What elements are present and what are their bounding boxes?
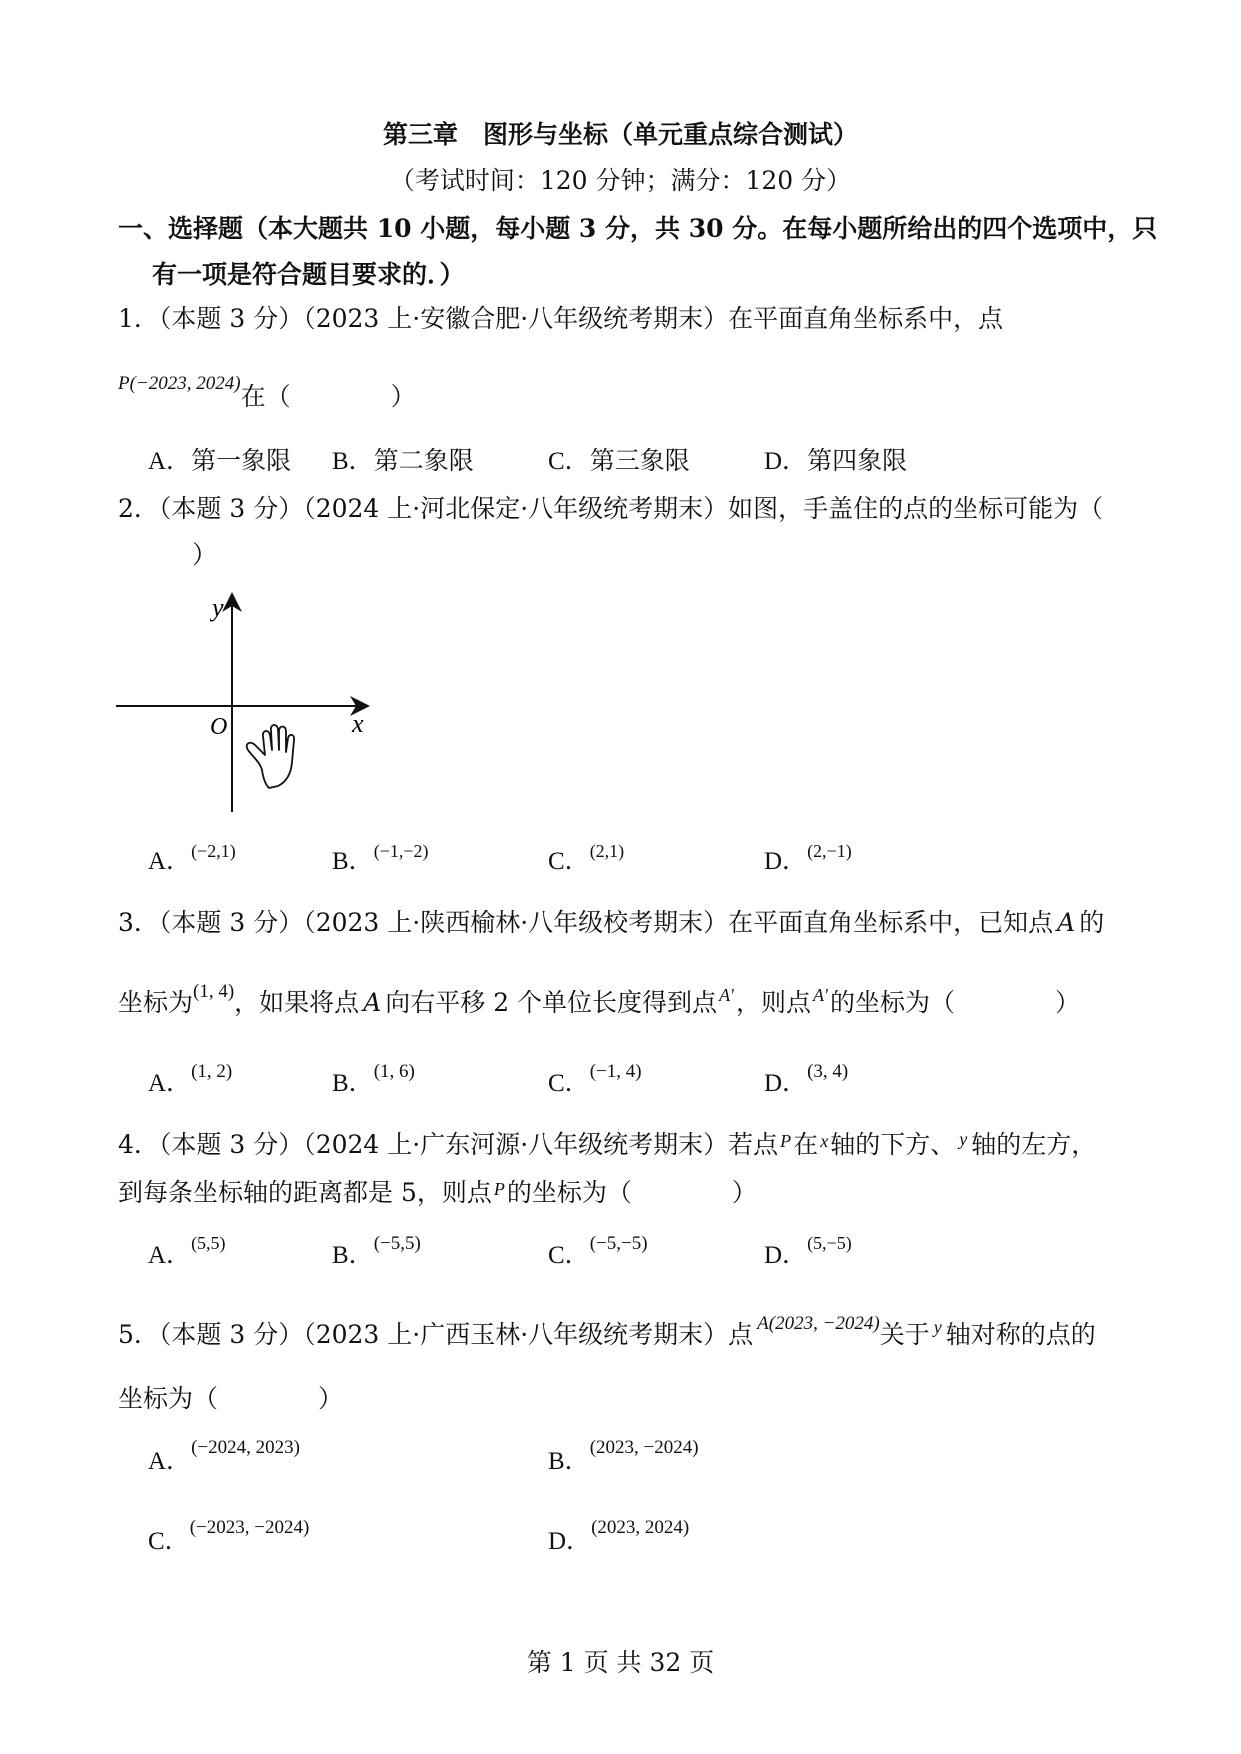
option-letter: D． — [764, 848, 808, 875]
option-letter: C． — [548, 1070, 590, 1097]
option-a[interactable] — [148, 1233, 226, 1272]
question-text: 坐标为（ — [118, 1384, 219, 1413]
option-letter: D． — [764, 1242, 808, 1269]
question-text: ） — [390, 382, 416, 411]
option-math: (−2024, 2023) — [191, 1437, 300, 1458]
question-text: 轴的下方、 — [830, 1130, 956, 1159]
option-letter: B． — [332, 1242, 374, 1269]
math-expression: (1, 4) — [193, 981, 235, 1002]
question-2-stem — [118, 494, 1103, 524]
question-4-stem-line2 — [118, 1178, 757, 1210]
section-heading: 一、选择题（本大题共 10 小题，每小题 3 分，共 30 分。在每小题所给出的四个选项中，只 — [118, 214, 1158, 243]
option-math: (1, 2) — [191, 1061, 233, 1082]
question-text: 关于 — [879, 1320, 930, 1349]
option-letter: D． — [764, 448, 808, 475]
page-title: 第三章 图形与坐标（单元重点综合测试） — [382, 120, 858, 149]
question-text: ） — [318, 1384, 344, 1413]
question-text: （本题 3 分）（2023 上·陕西榆林·八年级校考期末）在平面直角坐标系中，已知点 — [158, 908, 1054, 937]
option-math: (2023, 2024) — [591, 1517, 690, 1538]
option-math: (2,−1) — [807, 841, 852, 861]
option-b[interactable] — [332, 1233, 421, 1273]
option-letter: B． — [332, 448, 374, 475]
question-text: 向右平移 2 个单位长度得到点 — [385, 988, 718, 1017]
question-text: ） — [1054, 988, 1080, 1017]
option-letter: A． — [148, 1242, 192, 1269]
math-variable: A — [1057, 908, 1076, 937]
option-d[interactable] — [764, 841, 852, 878]
option-a[interactable] — [148, 1061, 233, 1101]
question-text: 的坐标为（ — [829, 988, 955, 1017]
question-text: （本题 3 分）（2023 上·安徽合肥·八年级统考期末）在平面直角坐标系中，点 — [158, 304, 1004, 333]
section-heading-cont: 有一项是符合题目要求的．） — [152, 260, 465, 289]
option-letter: A． — [148, 448, 192, 475]
option-d[interactable] — [764, 1061, 849, 1101]
option-letter: C． — [548, 1242, 590, 1269]
question-1-stem-line2 — [118, 373, 416, 415]
option-b[interactable] — [548, 1437, 699, 1479]
option-text: 第二象限 — [373, 446, 474, 475]
question-number: 3． — [118, 908, 159, 937]
option-letter: B． — [332, 848, 374, 875]
question-text: 的坐标为（ — [506, 1178, 632, 1207]
option-letter: A． — [148, 1070, 192, 1097]
option-a[interactable] — [148, 1437, 300, 1479]
option-a[interactable] — [148, 446, 291, 477]
option-math: (2,1) — [589, 841, 625, 861]
option-math: (−1, 4) — [589, 1061, 642, 1082]
option-math: (5,−5) — [807, 1233, 852, 1253]
question-text: ，则点 — [736, 988, 812, 1017]
option-d[interactable] — [764, 1233, 852, 1272]
question-text: （本题 3 分）（2024 上·河北保定·八年级统考期末）如图，手盖住的点的坐标可能为（ — [158, 494, 1104, 523]
question-3-stem-line2 — [118, 981, 1080, 1021]
option-letter: D． — [764, 1070, 808, 1097]
question-text: 的 — [1079, 908, 1105, 937]
option-letter: C． — [148, 1528, 190, 1555]
math-expression: P(−2023, 2024) — [118, 373, 241, 394]
math-variable: A′ — [719, 985, 734, 1005]
x-axis-label: x — [352, 709, 364, 738]
question-text: 坐标为 — [118, 988, 194, 1017]
option-letter: A． — [148, 848, 192, 875]
math-variable: P — [493, 1179, 505, 1199]
option-math: (2023, −2024) — [589, 1437, 699, 1458]
option-d[interactable] — [548, 1517, 690, 1559]
option-math: (5,5) — [191, 1233, 226, 1253]
option-math: (−5,−5) — [589, 1233, 648, 1254]
page-subtitle: （考试时间：120 分钟；满分：120 分） — [389, 166, 852, 195]
question-1-stem — [118, 304, 1003, 334]
question-text: 在 — [793, 1130, 819, 1159]
option-text: 第一象限 — [191, 446, 292, 475]
option-math: (−5,5) — [373, 1233, 421, 1254]
option-math: (−2,1) — [191, 841, 236, 861]
option-letter: D． — [548, 1528, 592, 1555]
question-text: ，如果将点 — [234, 988, 360, 1017]
coordinate-figure — [112, 590, 372, 820]
option-letter: B． — [548, 1448, 590, 1475]
question-text: （本题 3 分）（2024 上·广东河源·八年级统考期末）若点 — [158, 1130, 779, 1159]
option-c[interactable] — [548, 446, 690, 477]
option-b[interactable] — [332, 446, 474, 477]
option-b[interactable] — [332, 1061, 415, 1101]
math-variable: x — [820, 1131, 829, 1151]
math-variable: A — [363, 988, 382, 1017]
option-b[interactable] — [332, 841, 429, 878]
question-number: 4． — [118, 1130, 159, 1159]
hand-icon — [247, 725, 294, 788]
page-number: 第 1 页 共 32 页 — [526, 1648, 715, 1677]
option-math: (3, 4) — [807, 1061, 849, 1082]
question-5-stem — [118, 1313, 1096, 1353]
math-variable: P — [780, 1131, 792, 1151]
option-letter: B． — [332, 1070, 374, 1097]
option-letter: C． — [548, 848, 590, 875]
question-number: 1． — [118, 304, 159, 333]
math-variable: A′ — [813, 985, 828, 1005]
y-axis-label: y — [212, 593, 224, 622]
origin-label: O — [210, 714, 228, 740]
math-variable: y — [959, 1129, 968, 1149]
option-text: 第四象限 — [807, 446, 908, 475]
question-number: 5． — [118, 1320, 159, 1349]
option-math: (−1,−2) — [373, 841, 429, 861]
question-3-stem — [118, 908, 1104, 938]
option-math: (1, 6) — [373, 1061, 415, 1082]
option-letter: A． — [148, 1448, 192, 1475]
question-text: （本题 3 分）（2023 上·广西玉林·八年级统考期末）点 — [158, 1320, 754, 1349]
question-text: 轴的左方， — [971, 1130, 1097, 1159]
option-c[interactable] — [548, 1061, 642, 1101]
question-text: 轴对称的点的 — [945, 1320, 1096, 1349]
option-text: 第三象限 — [589, 446, 690, 475]
question-2-stem-line2: ） — [192, 540, 218, 569]
option-c[interactable] — [148, 1517, 310, 1559]
question-number: 2． — [118, 494, 159, 523]
option-d[interactable] — [764, 446, 907, 477]
question-text: 到每条坐标轴的距离都是 5，则点 — [118, 1178, 492, 1207]
question-4-stem — [118, 1130, 1096, 1162]
option-c[interactable] — [548, 1233, 648, 1273]
question-text: 在（ — [240, 382, 291, 411]
option-a[interactable] — [148, 841, 236, 878]
question-5-stem-line2 — [118, 1384, 343, 1414]
option-c[interactable] — [548, 841, 625, 878]
math-expression: A(2023, −2024) — [757, 1313, 880, 1334]
option-letter: C． — [548, 448, 590, 475]
option-math: (−2023, −2024) — [189, 1517, 310, 1538]
math-variable: y — [933, 1317, 942, 1337]
question-text: ） — [731, 1178, 757, 1207]
